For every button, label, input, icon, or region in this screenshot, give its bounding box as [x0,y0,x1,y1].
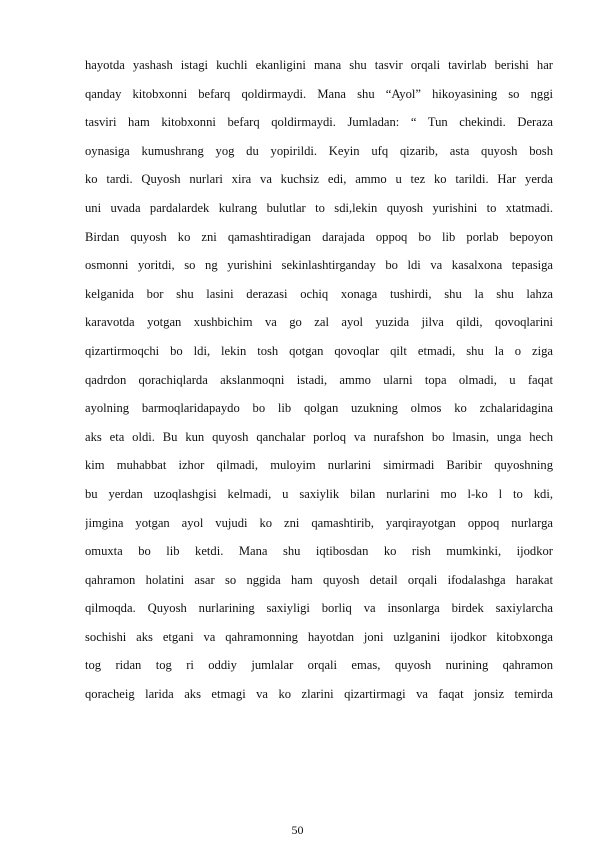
text-line-11: qizartirmoqchi bo ldi, lekin tosh qotgan qovoqlar qilt etmadi, shu la o ziga [85,343,553,358]
text-line-12: qadrdon qorachiqlarda akslanmoqni istadi, ammo ularni topa olmadi, u faqat [85,372,553,387]
text-line-2: qanday kitobxonni befarq qoldirmaydi. Mana shu “Ayol” hikoyasining so nggi [85,86,553,101]
text-line-14: aks eta oldi. Bu kun quyosh qanchalar porloq va nurafshon bo lmasin, unga hech [85,429,553,444]
text-line-15: kim muhabbat izhor qilmadi, muloyim nurlarini simirmadi Baribir quyoshning [85,458,553,473]
text-line-18: omuxta bo lib ketdi. Mana shu iqtibosdan ko rish mumkinki, ijodkor [85,544,553,559]
text-line-6: uni uvada pardalardek kulrang bulutlar to sdi,lekin quyosh yurishini to xtatmadi. [85,200,553,215]
text-line-9: kelganida bor shu lasini derazasi ochiq xonaga tushirdi, shu la shu lahza [85,286,553,301]
text-line-4: oynasiga kumushrang yog du yopirildi. Keyin ufq qizarib, asta quyosh bosh [85,143,553,158]
text-line-7: Birdan quyosh ko zni qamashtiradigan darajada oppoq bo lib porlab bepoyon [85,229,553,244]
text-line-21: sochishi aks etgani va qahramonning hayotdan joni uzlganini ijodkor kitobxonga [85,629,553,644]
body-text [85,51,553,709]
text-line-17: jimgina yotgan ayol vujudi ko zni qamashtirib, yarqirayotgan oppoq nurlarga [85,515,553,530]
text-line-16: bu yerdan uzoqlashgisi kelmadi, u saxiylik bilan nurlarini mo l-ko l to kdi, [85,486,553,501]
text-line-13: ayolning barmoqlaridapaydo bo lib qolgan uzukning olmos ko zchalaridagina [85,401,553,416]
page-number: 50 [291,823,304,837]
text-line-1: hayotda yashash istagi kuchli ekanligini mana shu tasvir orqali tavirlab berishi har [85,58,553,72]
text-line-22: tog ridan tog ri oddiy jumlalar orqali emas, quyosh nurining qahramon [85,658,553,673]
text-line-10: karavotda yotgan xushbichim va go zal ayol yuzida jilva qildi, qovoqlarini [85,315,553,330]
text-line-8: osmonni yoritdi, so ng yurishini sekinlashtirganday bo ldi va kasalxona tepasiga [85,258,553,273]
text-line-23: qoracheig larida aks etmagi va ko zlarini qizartirmagi va faqat jonsiz temirda [85,687,553,702]
text-line-20: qilmoqda. Quyosh nurlarining saxiyligi borliq va insonlarga birdek saxiylarcha [85,601,553,616]
text-line-3: tasviri ham kitobxonni befarq qoldirmaydi. Jumladan: “ Tun chekindi. Deraza [85,115,553,130]
text-line-19: qahramon holatini asar so nggida ham quyosh detail orqali ifodalashga harakat [85,572,553,587]
text-line-5: ko tardi. Quyosh nurlari xira va kuchsiz edi, ammo u tez ko tarildi. Har yerda [85,172,553,187]
